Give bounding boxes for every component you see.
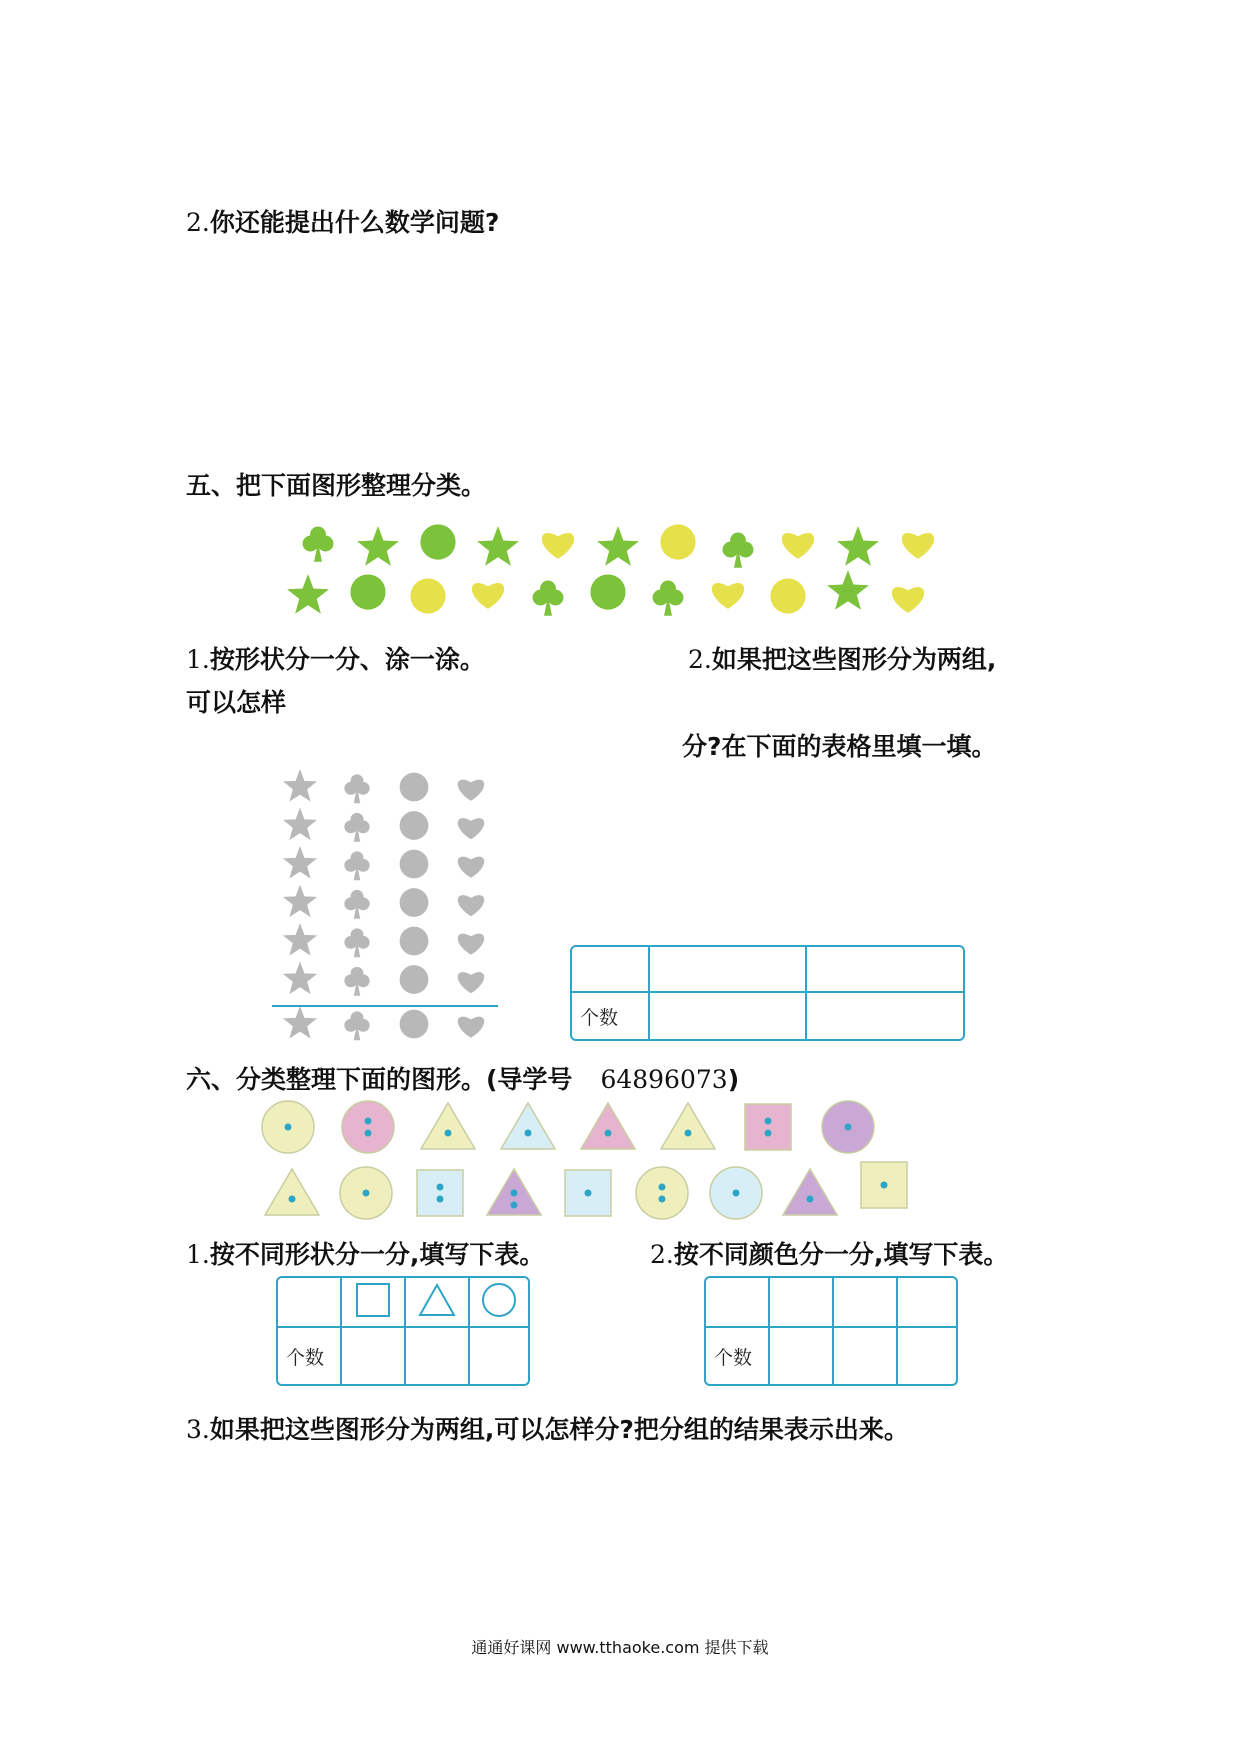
triangle-icon	[783, 1169, 837, 1215]
heart-icon	[458, 818, 485, 839]
section-5-question-2-line-3: 分?在下面的表格里填一填。	[682, 732, 997, 761]
heart-icon	[712, 583, 744, 609]
heart-icon	[472, 583, 504, 609]
circle-icon	[590, 574, 625, 609]
section-5-table-header-corner[interactable]	[572, 947, 650, 993]
section-6-title-close: )	[727, 1065, 740, 1094]
star-icon	[287, 574, 329, 614]
section-6-shape-table-square-header	[342, 1278, 406, 1328]
section-6-color-table-count-1[interactable]	[770, 1328, 834, 1384]
club-icon	[653, 581, 684, 616]
section-5-table-group-2-header[interactable]	[807, 947, 963, 993]
section-6-shape-table-triangle-count[interactable]	[406, 1328, 470, 1384]
section-6-question-2	[650, 1235, 1008, 1271]
circle-icon	[710, 1167, 762, 1219]
section-5-question-1	[186, 640, 485, 676]
circle-icon	[400, 811, 429, 840]
club-icon	[344, 851, 369, 880]
section-5-question-1-text: 按形状分一分、涂一涂。	[209, 645, 485, 674]
star-icon	[357, 526, 399, 566]
section-5-table-group-2-count[interactable]	[807, 993, 963, 1039]
circle-icon	[262, 1101, 314, 1153]
section-6-guide-number: 64896073	[600, 1065, 728, 1094]
heart-icon	[542, 533, 574, 559]
star-icon	[283, 923, 317, 956]
section-6-color-table-header-3[interactable]	[898, 1278, 956, 1328]
section-6-question-1-text: 按不同形状分一分,填写下表。	[209, 1240, 545, 1269]
heart-icon	[458, 972, 485, 993]
square-icon	[861, 1162, 907, 1208]
square-icon	[417, 1170, 463, 1216]
triangle-icon	[421, 1103, 475, 1149]
section-6-color-table-header-2[interactable]	[834, 1278, 898, 1328]
section-5-table-group-1-count[interactable]	[650, 993, 807, 1039]
section-5-question-2-text: 如果把这些图形分为两组,	[711, 645, 997, 674]
circle-icon	[400, 1010, 429, 1039]
section-6-shape-table	[276, 1276, 530, 1386]
square-icon	[745, 1104, 791, 1150]
section-6-question-1-number: 1.	[186, 1240, 210, 1269]
circle-icon	[636, 1167, 688, 1219]
square-icon	[565, 1170, 611, 1216]
triangle-outline-icon	[417, 1282, 457, 1318]
section-6-shape-table-corner[interactable]	[278, 1278, 342, 1328]
star-icon	[477, 526, 519, 566]
triangle-icon	[501, 1103, 555, 1149]
section-6-question-3	[186, 1410, 909, 1446]
heart-icon	[458, 857, 485, 878]
section-5-question-2-line-1	[688, 640, 996, 676]
circle-icon	[660, 524, 695, 559]
section-6-shape-table-circle-header	[470, 1278, 528, 1328]
question-2	[186, 203, 499, 239]
section-6-shape-table-triangle-header	[406, 1278, 470, 1328]
section-6-color-table-count-label: 个数	[706, 1328, 770, 1384]
section-6-question-2-number: 2.	[650, 1240, 674, 1269]
heart-icon	[458, 895, 485, 916]
circle-icon	[420, 524, 455, 559]
star-icon	[283, 1006, 317, 1039]
heart-icon	[458, 1017, 485, 1038]
club-icon	[344, 890, 369, 919]
section-6-color-table-header-1[interactable]	[770, 1278, 834, 1328]
question-2-number: 2.	[186, 208, 210, 237]
section-5-question-2-line-2: 可以怎样	[186, 688, 287, 717]
circle-icon	[400, 850, 429, 879]
heart-icon	[458, 934, 485, 955]
star-icon	[837, 526, 879, 566]
section-5-shapes-illustration	[270, 508, 970, 628]
triangle-icon	[661, 1103, 715, 1149]
heart-icon	[458, 780, 485, 801]
circle-icon	[350, 574, 385, 609]
star-icon	[283, 846, 317, 879]
section-6-shape-table-circle-count[interactable]	[470, 1328, 528, 1384]
section-5-table-group-1-header[interactable]	[650, 947, 807, 993]
section-5-question-2-number: 2.	[688, 645, 712, 674]
star-icon	[283, 962, 317, 995]
circle-icon	[410, 578, 445, 613]
star-icon	[827, 570, 869, 610]
section-6-shape-table-square-count[interactable]	[342, 1328, 406, 1384]
section-6-question-1	[186, 1235, 544, 1271]
star-icon	[283, 770, 317, 802]
circle-icon	[400, 888, 429, 917]
section-6-shape-table-count-label: 个数	[278, 1328, 342, 1384]
section-6-color-table	[704, 1276, 958, 1386]
heart-icon	[782, 533, 814, 559]
star-icon	[283, 885, 317, 918]
triangle-icon	[581, 1103, 635, 1149]
club-icon	[344, 774, 369, 803]
square-outline-icon	[355, 1282, 391, 1318]
section-6-color-table-count-3[interactable]	[898, 1328, 956, 1384]
circle-icon	[770, 578, 805, 613]
club-icon	[344, 813, 369, 842]
triangle-icon	[265, 1169, 319, 1215]
section-5-table	[570, 945, 965, 1041]
section-5-table-count-label: 个数	[572, 993, 650, 1039]
question-2-text: 你还能提出什么数学问题?	[209, 208, 500, 237]
triangle-icon	[487, 1169, 541, 1215]
club-icon	[723, 533, 754, 568]
heart-icon	[902, 533, 934, 559]
footer-download-note: 通通好课网 www.tthaoke.com 提供下载	[471, 1638, 769, 1657]
circle-icon	[822, 1101, 874, 1153]
club-icon	[344, 928, 369, 957]
circle-icon	[400, 773, 429, 802]
club-icon	[533, 581, 564, 616]
circle-outline-icon	[480, 1281, 518, 1319]
section-5-shape-grid	[268, 770, 508, 1050]
heart-icon	[892, 587, 924, 613]
section-6-title-text: 六、分类整理下面的图形。(导学号	[186, 1065, 573, 1094]
club-icon	[344, 1011, 369, 1040]
section-6-title	[186, 1060, 739, 1096]
section-6-shapes-illustration	[250, 1095, 990, 1225]
circle-icon	[400, 927, 429, 956]
circle-icon	[400, 965, 429, 994]
club-icon	[344, 967, 369, 996]
star-icon	[283, 808, 317, 841]
section-6-color-table-corner[interactable]	[706, 1278, 770, 1328]
section-6-question-2-text: 按不同颜色分一分,填写下表。	[673, 1240, 1009, 1269]
circle-icon	[340, 1167, 392, 1219]
section-5-title: 五、把下面图形整理分类。	[186, 471, 487, 500]
circle-icon	[342, 1101, 394, 1153]
section-5-question-1-number: 1.	[186, 645, 210, 674]
star-icon	[597, 526, 639, 566]
section-6-question-3-text: 如果把这些图形分为两组,可以怎样分?把分组的结果表示出来。	[209, 1415, 909, 1444]
section-6-question-3-number: 3.	[186, 1415, 210, 1444]
section-6-color-table-count-2[interactable]	[834, 1328, 898, 1384]
club-icon	[303, 527, 334, 562]
